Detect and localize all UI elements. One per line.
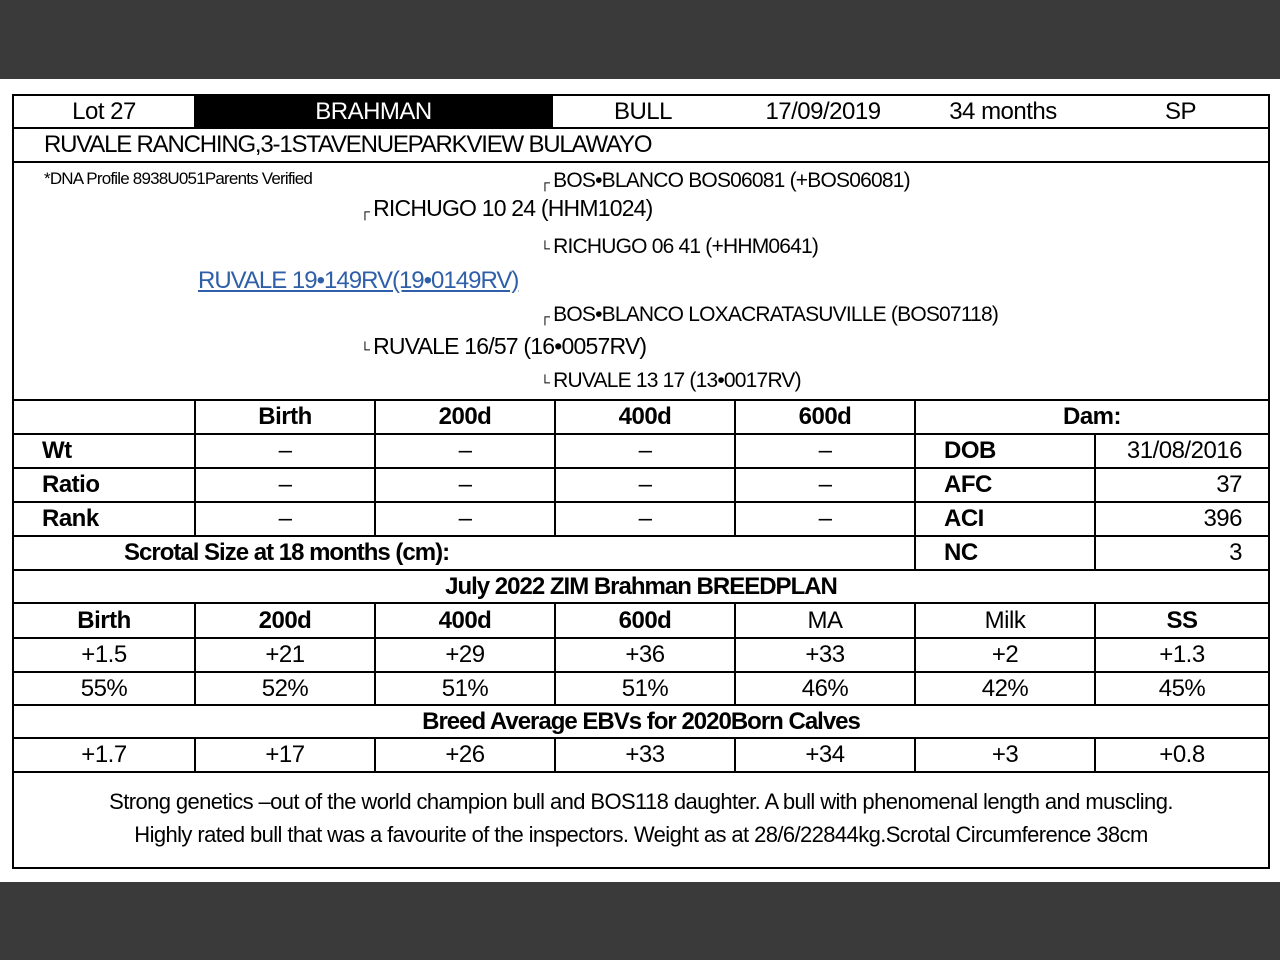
breeder-address: RUVALE RANCHING,3-1STAVENUEPARKVIEW BULAWAYO: [44, 131, 652, 158]
table-cell: 51%: [374, 673, 554, 704]
pedigree-ssd: └ RICHUGO 06 41 (+HHM0641): [540, 235, 819, 258]
animal-age: 34 months: [949, 97, 1057, 125]
lot-number: Lot 27: [72, 97, 136, 125]
ebv-header-birth: Birth: [77, 606, 131, 634]
pedigree-sd: └ RUVALE 16/57 (16•0057RV): [360, 333, 647, 359]
table-cell: +36: [554, 639, 734, 671]
ebv-header-milk: Milk: [914, 604, 1094, 637]
dam-header: Dam:: [914, 401, 1268, 433]
table-cell: –: [734, 503, 914, 535]
comment-line-2: Highly rated bull that was a favourite of the inspectors. Weight as at 28/6/22844kg.Scrotal Circumference 38cm: [134, 821, 1148, 847]
table-cell: +1.5: [81, 641, 127, 668]
row-label: Rank: [42, 505, 99, 532]
performance-header-row: [14, 401, 1268, 435]
comment-line-1: Strong genetics –out of the world champion bull and BOS118 daughter. A bull with phenomenal length and muscling.: [109, 788, 1173, 814]
table-cell: –: [194, 435, 374, 467]
table-cell: 42%: [914, 673, 1094, 704]
animal-sex: BULL: [613, 97, 673, 125]
table-row: [14, 469, 1268, 503]
pedigree-ss: ┌ RICHUGO 10 24 (HHM1024): [360, 195, 653, 221]
table-row: [14, 435, 1268, 469]
scrotal-row: [14, 537, 1268, 571]
table-cell: –: [734, 435, 914, 467]
breedplan-title: July 2022 ZIM Brahman BREEDPLAN: [445, 572, 837, 600]
dam-aci-label: ACI: [914, 503, 1094, 535]
ebv-values-row: [14, 639, 1268, 673]
table-cell: –: [374, 503, 554, 535]
breed-average-title-row: [14, 706, 1268, 739]
dam-afc-value: 37: [1094, 469, 1268, 501]
table-cell: –: [374, 435, 554, 467]
table-cell: +29: [374, 639, 554, 671]
breedplan-title-row: [14, 571, 1268, 604]
ebv-header-row: [14, 604, 1268, 639]
table-cell: +3: [914, 739, 1094, 771]
table-cell: –: [194, 503, 374, 535]
dam-afc-label: AFC: [914, 469, 1094, 501]
pedigree-sdd: └ RUVALE 13 17 (13•0017RV): [540, 369, 801, 392]
table-cell: +1.7: [81, 741, 127, 768]
perf-header-400d: 400d: [554, 401, 734, 433]
table-row: [14, 503, 1268, 537]
row-label: Ratio: [42, 471, 100, 498]
ebv-header-400d: 400d: [374, 604, 554, 637]
pedigree-section: [14, 163, 1268, 401]
perf-header-200d: 200d: [374, 401, 554, 433]
status-code: SP: [1164, 97, 1196, 125]
table-cell: +0.8: [1094, 739, 1268, 771]
table-cell: +34: [734, 739, 914, 771]
pedigree-sss: ┌ BOS•BLANCO BOS06081 (+BOS06081): [540, 169, 910, 192]
table-cell: +33: [554, 739, 734, 771]
sire-link[interactable]: RUVALE 19•149RV(19•0149RV): [198, 267, 519, 294]
table-cell: 46%: [734, 673, 914, 704]
dam-dob-label: DOB: [914, 435, 1094, 467]
table-cell: +2: [914, 639, 1094, 671]
lot-comments: [14, 768, 1268, 867]
table-cell: +1.3: [1094, 639, 1268, 671]
dam-aci-value: 396: [1094, 503, 1268, 535]
dna-profile: *DNA Profile 8938U051Parents Verified: [44, 169, 313, 188]
document-page: [0, 79, 1280, 882]
breed-average-title: Breed Average EBVs for 2020Born Calves: [422, 707, 860, 735]
table-cell: 52%: [194, 673, 374, 704]
breed-name: BRAHMAN: [194, 96, 553, 127]
nc-label: NC: [914, 537, 1094, 569]
sale-lot-card: [12, 94, 1270, 869]
table-cell: +26: [374, 739, 554, 771]
ebv-header-200d: 200d: [194, 604, 374, 637]
table-cell: 45%: [1094, 673, 1268, 704]
perf-header-600d: 600d: [734, 401, 914, 433]
table-cell: –: [554, 469, 734, 501]
table-cell: 51%: [554, 673, 734, 704]
pedigree-sds: ┌ BOS•BLANCO LOXACRATASUVILLE (BOS07118): [540, 303, 999, 326]
table-cell: –: [194, 469, 374, 501]
table-cell: –: [554, 503, 734, 535]
perf-header-birth: Birth: [194, 401, 374, 433]
row-label: Wt: [42, 437, 72, 464]
table-cell: –: [374, 469, 554, 501]
table-cell: +21: [194, 639, 374, 671]
table-cell: +17: [194, 739, 374, 771]
ebv-header-ma: MA: [734, 604, 914, 637]
table-cell: –: [554, 435, 734, 467]
table-cell: –: [734, 469, 914, 501]
table-cell: +33: [734, 639, 914, 671]
blank-cell: [14, 401, 194, 433]
ebv-header-600d: 600d: [554, 604, 734, 637]
scrotal-size-label: Scrotal Size at 18 months (cm):: [124, 539, 450, 566]
lot-header-row: [14, 96, 1268, 129]
ebv-header-ss: SS: [1094, 604, 1268, 637]
breeder-row: [14, 129, 1268, 163]
nc-value: 3: [1094, 537, 1268, 569]
table-cell: 55%: [80, 674, 128, 702]
birth-date: 17/09/2019: [765, 97, 881, 125]
dam-dob-value: 31/08/2016: [1094, 435, 1268, 467]
ebv-accuracy-row: [14, 673, 1268, 706]
